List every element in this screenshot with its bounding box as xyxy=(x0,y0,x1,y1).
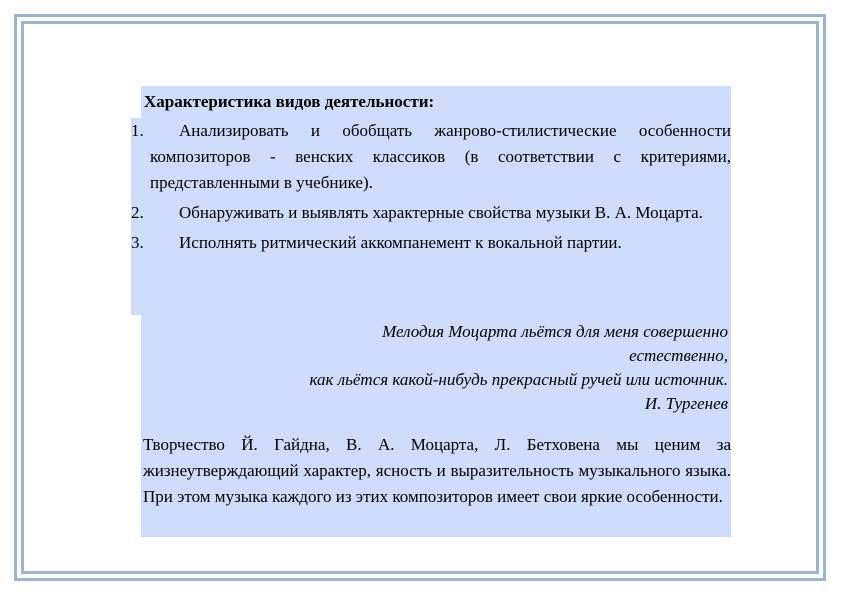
quote-line: как льётся какой-нибудь прекрасный ручей или источник. xyxy=(309,370,728,389)
list-item xyxy=(131,118,731,196)
list-item-text: Анализировать и обобщать жанрово-стилистические особенности композиторов - венских классиков (в соответствии с критериями, представленными в учебнике). xyxy=(150,121,731,192)
quote-author: И. Тургенев xyxy=(644,394,728,413)
list-item-text: Исполнять ритмический аккомпанемент к вокальной партии. xyxy=(179,233,622,252)
list-item-number: 1. xyxy=(131,121,144,140)
quote-line: Мелодия Моцарта льётся для меня совершенно xyxy=(382,322,728,341)
list-item-number: 3. xyxy=(131,233,144,252)
description-paragraph: Творчество Й. Гайдна, В. А. Моцарта, Л. Бетховена мы ценим за жизнеутверждающий характер, ясность и выразительность музыкального языка. При этом музыка каждого из этих композиторов имеет свои яркие особенности. xyxy=(141,429,731,537)
list-item xyxy=(131,200,731,226)
list-item-number: 2. xyxy=(131,203,144,222)
activity-heading: Характеристика видов деятельности: xyxy=(141,86,731,118)
list-item xyxy=(131,230,731,256)
epigraph-quote xyxy=(141,315,731,429)
quote-line: естественно, xyxy=(629,346,728,365)
list-item-text: Обнаруживать и выявлять характерные свойства музыки В. А. Моцарта. xyxy=(179,203,703,222)
task-list xyxy=(131,118,731,260)
